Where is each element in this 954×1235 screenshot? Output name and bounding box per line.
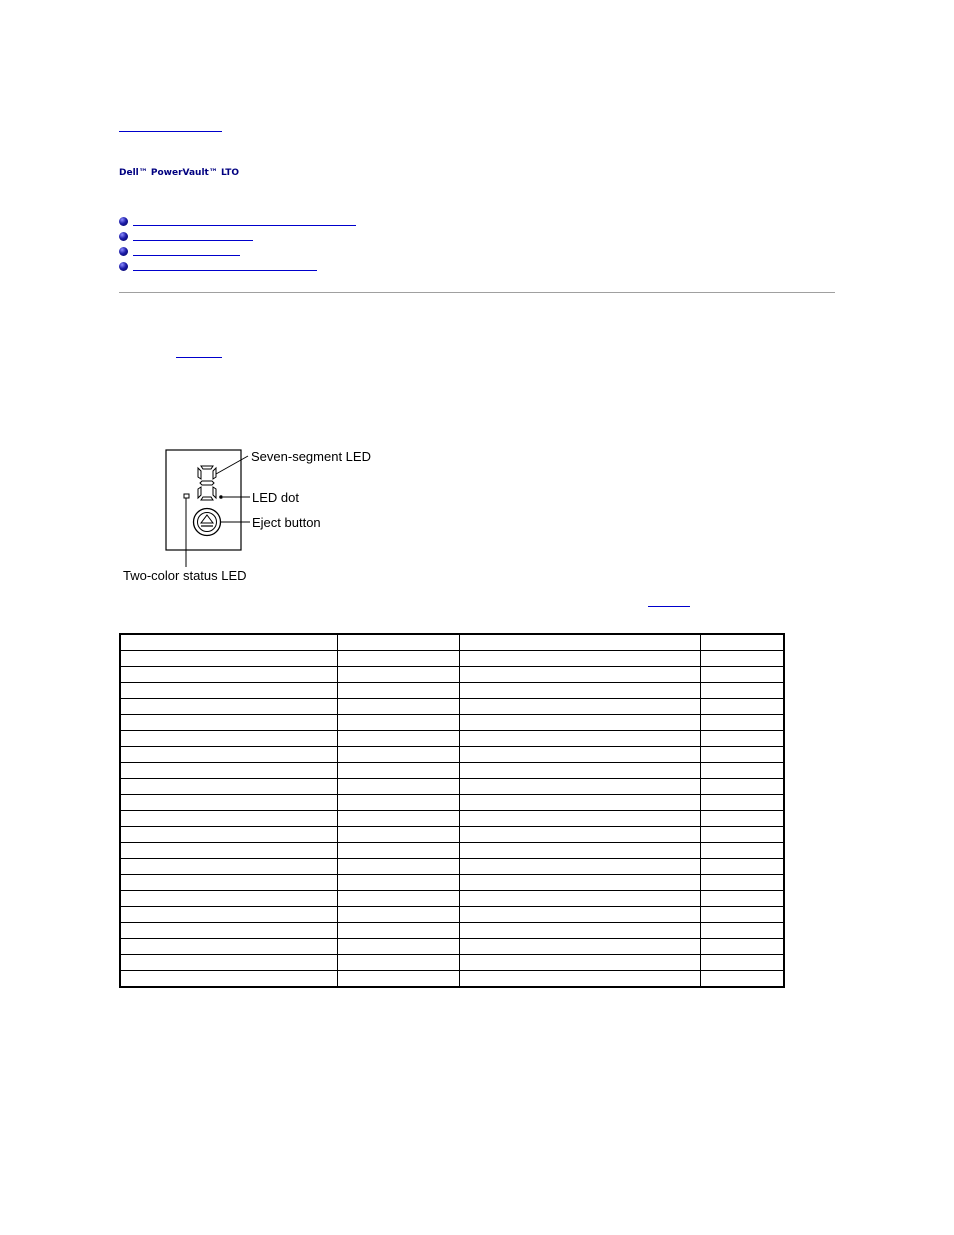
table-cell [459, 971, 700, 988]
toc-item-2[interactable] [119, 232, 379, 244]
table-cell [700, 891, 784, 907]
table-cell [337, 715, 459, 731]
table-cell [459, 779, 700, 795]
label-led-dot: LED dot [252, 490, 299, 505]
eject-icon [194, 509, 221, 536]
bullet-icon [119, 232, 128, 241]
brand-title: Dell™ PowerVault™ LTO [119, 168, 240, 178]
table-cell [700, 939, 784, 955]
toc-link-3[interactable] [133, 255, 240, 256]
status-led-icon [184, 494, 189, 498]
table-cell [337, 811, 459, 827]
table-cell [700, 651, 784, 667]
table-cell [337, 731, 459, 747]
toc-link-1[interactable] [133, 225, 356, 226]
table-cell [459, 843, 700, 859]
table-cell [700, 634, 784, 651]
table-row [120, 843, 784, 859]
table-cell [700, 843, 784, 859]
led-dot-icon [219, 495, 223, 499]
table-reference-link[interactable] [648, 606, 690, 607]
bullet-icon [119, 262, 128, 271]
label-eject-button: Eject button [252, 515, 321, 530]
table-cell [337, 827, 459, 843]
table-row [120, 891, 784, 907]
table-cell [120, 715, 337, 731]
table-row [120, 955, 784, 971]
table-cell [459, 667, 700, 683]
table-body [120, 634, 784, 987]
table-cell [120, 923, 337, 939]
table-cell [120, 683, 337, 699]
table-cell [459, 795, 700, 811]
table-cell [459, 891, 700, 907]
table-row [120, 715, 784, 731]
table-row [120, 859, 784, 875]
table-row [120, 779, 784, 795]
toc-item-4[interactable] [119, 262, 379, 274]
table-cell [337, 763, 459, 779]
table-cell [459, 875, 700, 891]
table-cell [700, 699, 784, 715]
table-cell [700, 811, 784, 827]
table-cell [700, 683, 784, 699]
table-cell [120, 795, 337, 811]
table-row [120, 699, 784, 715]
table-cell [120, 763, 337, 779]
table-cell [120, 779, 337, 795]
table-row [120, 747, 784, 763]
table-row [120, 731, 784, 747]
table-row [120, 827, 784, 843]
table-row [120, 683, 784, 699]
table-cell [120, 843, 337, 859]
table-cell [459, 699, 700, 715]
back-to-contents-link[interactable] [119, 131, 222, 132]
table-row [120, 795, 784, 811]
table-cell [459, 939, 700, 955]
toc-link-2[interactable] [133, 240, 253, 241]
table-cell [459, 651, 700, 667]
toc-item-3[interactable] [119, 247, 379, 259]
front-panel-svg [118, 446, 408, 591]
table-cell [700, 971, 784, 988]
table-cell [459, 859, 700, 875]
table-row [120, 939, 784, 955]
table-row [120, 811, 784, 827]
table-cell [337, 779, 459, 795]
bullet-icon [119, 247, 128, 256]
table-row [120, 634, 784, 651]
table-cell [700, 827, 784, 843]
table-cell [120, 939, 337, 955]
table-cell [120, 731, 337, 747]
table-row [120, 667, 784, 683]
led-status-table [119, 633, 785, 988]
table-cell [700, 923, 784, 939]
table-cell [459, 923, 700, 939]
table-cell [337, 923, 459, 939]
toc-link-4[interactable] [133, 270, 317, 271]
bullet-icon [119, 217, 128, 226]
table-cell [700, 667, 784, 683]
table-cell [337, 939, 459, 955]
label-status-led: Two-color status LED [123, 568, 247, 583]
table-cell [120, 907, 337, 923]
inline-link[interactable] [176, 357, 222, 358]
front-panel-diagram [118, 446, 408, 591]
table-row [120, 923, 784, 939]
table-cell [120, 875, 337, 891]
table-cell [337, 683, 459, 699]
table-cell [459, 763, 700, 779]
table-cell [120, 667, 337, 683]
table-cell [700, 731, 784, 747]
table-cell [700, 747, 784, 763]
table-cell [337, 971, 459, 988]
table-cell [337, 907, 459, 923]
section-divider [119, 292, 835, 293]
table-cell [700, 763, 784, 779]
table-row [120, 763, 784, 779]
table-cell [337, 859, 459, 875]
table-cell [337, 955, 459, 971]
table-cell [337, 795, 459, 811]
table-cell [120, 955, 337, 971]
table-cell [120, 634, 337, 651]
table-cell [120, 811, 337, 827]
table-cell [337, 747, 459, 763]
table-cell [120, 859, 337, 875]
toc-item-1[interactable] [119, 217, 379, 229]
table-row [120, 907, 784, 923]
table-cell [700, 715, 784, 731]
table-cell [120, 747, 337, 763]
table-cell [700, 907, 784, 923]
table-cell [700, 795, 784, 811]
table-cell [120, 971, 337, 988]
table-cell [459, 634, 700, 651]
table-cell [120, 651, 337, 667]
table-row [120, 651, 784, 667]
table-cell [337, 891, 459, 907]
table-row [120, 971, 784, 988]
table-cell [459, 827, 700, 843]
table-cell [459, 747, 700, 763]
table-cell [700, 875, 784, 891]
table-cell [700, 859, 784, 875]
table-cell [459, 715, 700, 731]
table-cell [459, 811, 700, 827]
table-cell [120, 891, 337, 907]
table-cell [120, 827, 337, 843]
table-row [120, 875, 784, 891]
table-cell [459, 683, 700, 699]
table-cell [337, 699, 459, 715]
table-cell [459, 907, 700, 923]
table-cell [337, 667, 459, 683]
table-cell [337, 651, 459, 667]
table-cell [459, 955, 700, 971]
table-cell [337, 843, 459, 859]
label-seven-segment: Seven-segment LED [251, 449, 371, 464]
table-cell [337, 634, 459, 651]
table-cell [459, 731, 700, 747]
table-cell [700, 779, 784, 795]
table-cell [337, 875, 459, 891]
table-cell [700, 955, 784, 971]
table-cell [120, 699, 337, 715]
